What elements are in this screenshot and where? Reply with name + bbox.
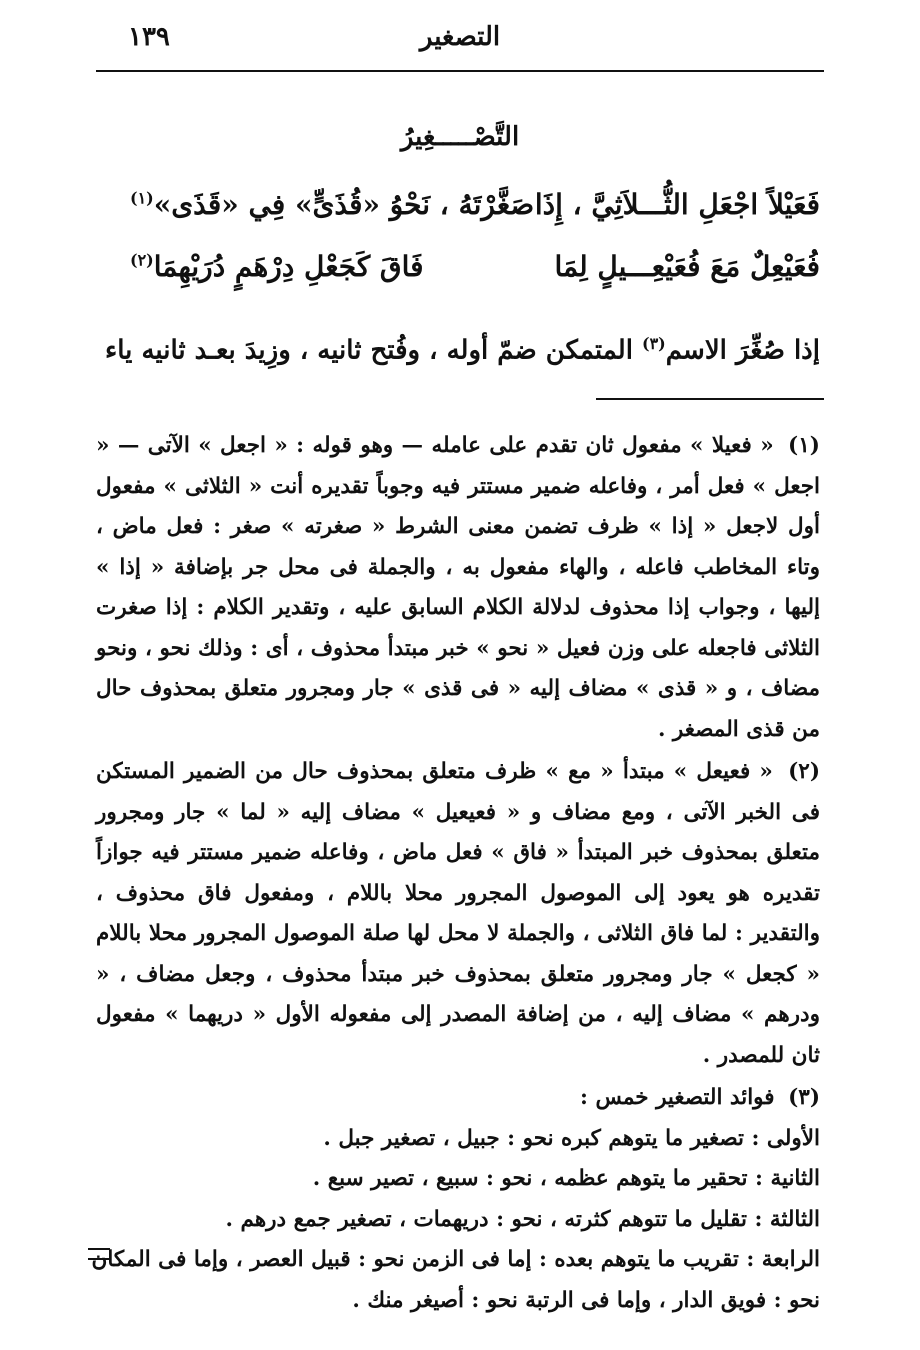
footnotes [91, 426, 821, 1323]
verse-second-hemistich [130, 250, 424, 283]
footnote-number: (٢) [788, 759, 820, 784]
footnote [96, 426, 820, 750]
footnote-ref: (١) [130, 188, 154, 208]
verse-text: صَغَّرْتَهُ ، نَحْوُ «قُذَىٍّ» فِي «قَذَى» [153, 188, 535, 221]
list-item: الأولى : تصغير ما يتوهم كبره نحو : جبيل ، تصغير جبل . [323, 1125, 820, 1151]
list-item: الثالثة : تقليل ما تتوهم كثرته ، نحو : دريهمات ، تصغير جمع درهم . [225, 1206, 820, 1232]
footnote [96, 752, 820, 1076]
footnote-heading [96, 1078, 820, 1119]
footnote-text: فوائد التصغير خمس : [580, 1085, 775, 1110]
section-title: التَّصْـــــغِيرُ [400, 122, 520, 152]
footnote-number: (١) [788, 433, 820, 458]
intro-paragraph [96, 322, 820, 373]
intro-text: المتمكن ضمّ أوله ، وفُتح ثانيه ، وزِيدَ بعـد ثانيه ياء [105, 335, 633, 366]
footnote [91, 1078, 820, 1321]
verse-text: فَاقَ كَجَعْلِ دِرْهَمٍ دُرَيْهِمَا [153, 250, 424, 283]
list-item: الرابعة : تقريب ما يتوهم بعده : إما فى الزمن نحو : قبيل العصر ، وإما فى المكان [91, 1247, 820, 1272]
running-title: التصغير [419, 22, 501, 52]
verse-first-hemistich: فُعَيْعِلٌ مَعَ فُعَيْعِـــيلٍ لِمَا [554, 250, 820, 283]
verse-first-hemistich: فَعَيْلاً اجْعَلِ الثُّـــلاَثِيَّ ، إِذَا [534, 188, 820, 221]
footnote-ref: (٣) [642, 334, 666, 353]
verse-second-hemistich [130, 188, 534, 221]
footnote-text: « فعيلا » مفعول ثان تقدم على عامله — وهو قوله : « اجعل » الآتى — « اجعل » فعل أمر ، وفاعله ضمير مستتر فيه وجوباً تقديره أنت « الثلاثى » مفعول أول لاجعل « إذا » ظرف تضمن معنى الشرط « صغرته » صغر : فعل ماض ، وتاء المخاطب فاعله ، والهاء مفعول به ، والجملة فى محل جر بإضافة « إذا » إليها ، وجواب إذا محذوف لدلالة الكلام السابق عليه ، وتقدير الكلام : إذا صغرت الثلاثى فاجعله على وزن فعيل « نحو » خبر مبتدأ محذوف ، أى : وذلك نحو ، ونحو مضاف ، و « قذى » مضاف إليه « فى قذى » جار ومجرور متعلق بمحذوف حال من قذى المصغر . [96, 433, 821, 742]
list-item: نحو : فويق الدار ، وإما فى الرتبة نحو : أصيغر منك . [352, 1287, 820, 1313]
verse-line [130, 250, 820, 283]
verse-line [130, 188, 820, 221]
page-number: ١٣٩ [128, 22, 170, 52]
footnote-text: « فعيعل » مبتدأ « مع » ظرف متعلق بمحذوف حال من الضمير المستكن فى الخبر الآتى ، ومع مضاف و « فعيعيل » مضاف إليه « لما » جار ومجرور متعلق بمحذوف خبر المبتدأ « فاق » فعل ماض ، وفاعله ضمير مستتر فيه جوازاً تقديره هو يعود إلى الموصول المجرور محلا باللام ، ومفعول فاق محذوف ، والتقدير : لما فاق الثلاثى ، والجملة لا محل لها صلة الموصول المجرور محلا باللام « كجعل » جار ومجرور متعلق بمحذوف خبر مبتدأ محذوف ، وجعل مضاف ، « ودرهم » مضاف إليه ، من إضافة المصدر إلى مفعوله الأول « دريهما » مفعول ثان للمصدر . [96, 759, 820, 1068]
continuation-mark [88, 1248, 110, 1260]
footnote-separator [596, 398, 824, 400]
page-header [96, 18, 824, 72]
footnote-number: (٣) [788, 1085, 820, 1110]
intro-text: إذا صُغِّرَ الاسم [665, 335, 820, 366]
list-item: الثانية : تحقير ما يتوهم عظمه ، نحو : سبيع ، تصير سبع . [312, 1166, 820, 1191]
footnote-ref: (٢) [130, 250, 154, 270]
